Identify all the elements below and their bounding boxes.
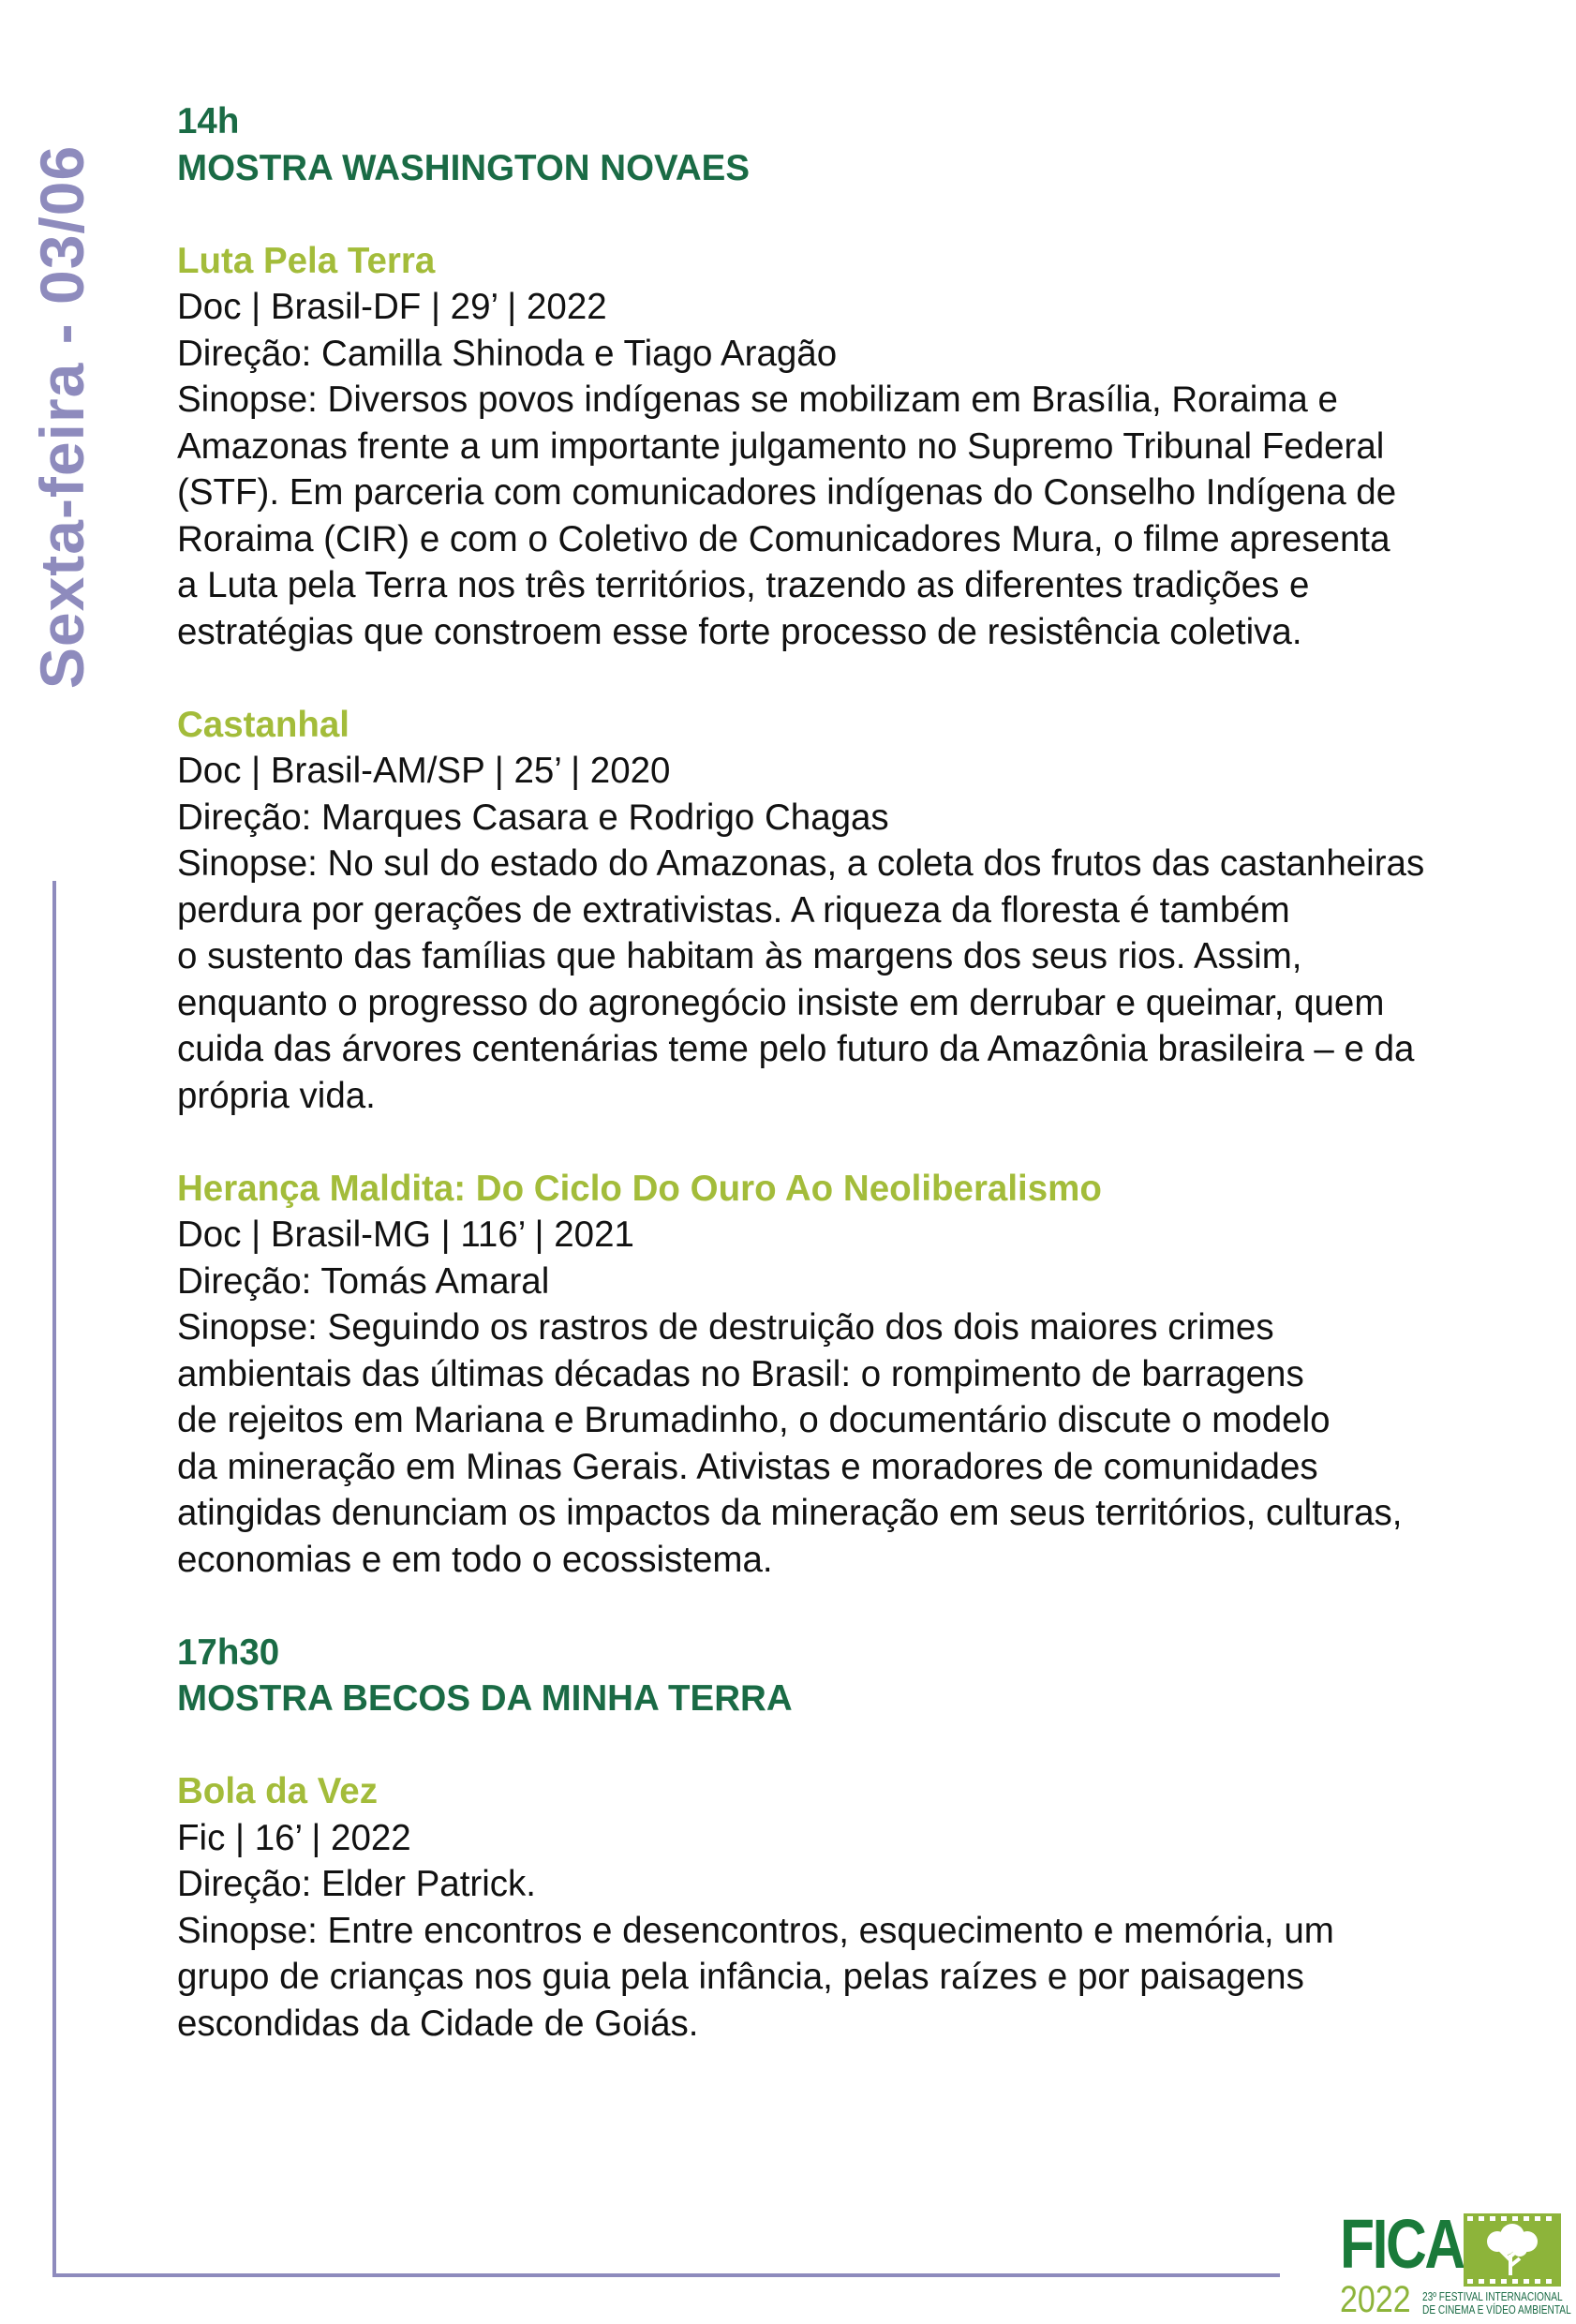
- synopsis-line: escondidas da Cidade de Goiás.: [177, 2003, 699, 2044]
- synopsis-line: ambientais das últimas décadas no Brasil: o rompimento de barragens: [177, 1353, 1304, 1394]
- synopsis-line: estratégias que constroem esse forte processo de resistência coletiva.: [177, 611, 1302, 652]
- film-title: Luta Pela Terra: [177, 240, 436, 281]
- frame-horizontal-line: [52, 2273, 1280, 2277]
- synopsis-line: grupo de crianças nos guia pela infância, pelas raízes e por paisagens: [177, 1957, 1304, 1997]
- film-direction: Direção: Elder Patrick.: [177, 1864, 536, 1904]
- film-info: Doc | Brasil-DF | 29’ | 2022: [177, 287, 607, 327]
- synopsis-line: própria vida.: [177, 1075, 376, 1116]
- film-title: Bola da Vez: [177, 1771, 378, 1811]
- logo-subtitle-line1: 23º FESTIVAL INTERNACIONAL: [1422, 2289, 1563, 2303]
- film-castanhal: [177, 702, 1545, 1120]
- film-direction: Direção: Camilla Shinoda e Tiago Aragão: [177, 333, 838, 374]
- synopsis-line: atingidas denunciam os impactos da mineração em seus territórios, culturas,: [177, 1493, 1403, 1533]
- schedule: [177, 98, 1545, 2047]
- synopsis-line: Sinopse: Entre encontros e desencontros, esquecimento e memória, um: [177, 1910, 1334, 1951]
- synopsis-line: economias e em todo o ecossistema.: [177, 1539, 773, 1580]
- logo-subtitle-line2: DE CINEMA E VÍDEO AMBIENTAL: [1422, 2302, 1571, 2317]
- session-14h: [177, 98, 1545, 1583]
- synopsis-line: Sinopse: Diversos povos indígenas se mobilizam em Brasília, Roraima e: [177, 380, 1338, 420]
- synopsis-line: a Luta pela Terra nos três territórios, trazendo as diferentes tradições e: [177, 565, 1310, 605]
- side-title-text: Sexta-feira - 03/06: [27, 144, 97, 690]
- fica-logo: [1340, 2205, 1571, 2324]
- film-heranca-maldita: [177, 1166, 1545, 1584]
- session-time: 14h: [177, 101, 240, 142]
- session-gap: [177, 1583, 1545, 1630]
- film-direction: Direção: Marques Casara e Rodrigo Chagas: [177, 797, 889, 838]
- film-info: Fic | 16’ | 2022: [177, 1817, 411, 1858]
- synopsis-line: enquanto o progresso do agronegócio insiste em derrubar e queimar, quem: [177, 982, 1385, 1023]
- synopsis-line: Sinopse: No sul do estado do Amazonas, a coleta dos frutos das castanheiras: [177, 843, 1425, 884]
- frame-vertical-line: [52, 881, 56, 2277]
- synopsis-line: perdura por gerações de extrativistas. A riqueza da floresta é também: [177, 889, 1290, 931]
- session-time: 17h30: [177, 1631, 280, 1673]
- film-title: Herança Maldita: Do Ciclo Do Ouro Ao Neoliberalismo: [177, 1168, 1102, 1209]
- session-17h30: [177, 1630, 1545, 2048]
- synopsis-line: (STF). Em parceria com comunicadores indígenas do Conselho Indígena de: [177, 472, 1397, 513]
- side-title: [0, 0, 122, 843]
- logo-wordmark: FICA: [1340, 2205, 1464, 2283]
- session-name: MOSTRA WASHINGTON NOVAES: [177, 147, 751, 188]
- film-bola-da-vez: [177, 1768, 1545, 2047]
- synopsis-line: de rejeitos em Mariana e Brumadinho, o documentário discute o modelo: [177, 1400, 1331, 1440]
- synopsis-line: o sustento das famílias que habitam às margens dos seus rios. Assim,: [177, 936, 1302, 976]
- synopsis-line: cuida das árvores centenárias teme pelo futuro da Amazônia brasileira – e da: [177, 1029, 1415, 1069]
- film-info: Doc | Brasil-AM/SP | 25’ | 2020: [177, 751, 671, 791]
- synopsis-line: Sinopse: Seguindo os rastros de destruição dos dois maiores crimes: [177, 1307, 1274, 1348]
- synopsis-line: Roraima (CIR) e com o Coletivo de Comunicadores Mura, o filme apresenta: [177, 518, 1390, 559]
- logo-subtitle: [1422, 2290, 1571, 2317]
- film-title: Castanhal: [177, 704, 350, 745]
- session-name: MOSTRA BECOS DA MINHA TERRA: [177, 1678, 793, 1719]
- synopsis-line: Amazonas frente a um importante julgamento no Supremo Tribunal Federal: [177, 425, 1385, 467]
- film-luta-pela-terra: [177, 238, 1545, 656]
- synopsis-line: da mineração em Minas Gerais. Ativistas e moradores de comunidades: [177, 1446, 1318, 1487]
- film-direction: Direção: Tomás Amaral: [177, 1260, 550, 1302]
- film-info: Doc | Brasil-MG | 116’ | 2021: [177, 1214, 634, 1255]
- logo-year: 2022: [1340, 2279, 1411, 2320]
- tree-film-icon: [1464, 2213, 1561, 2287]
